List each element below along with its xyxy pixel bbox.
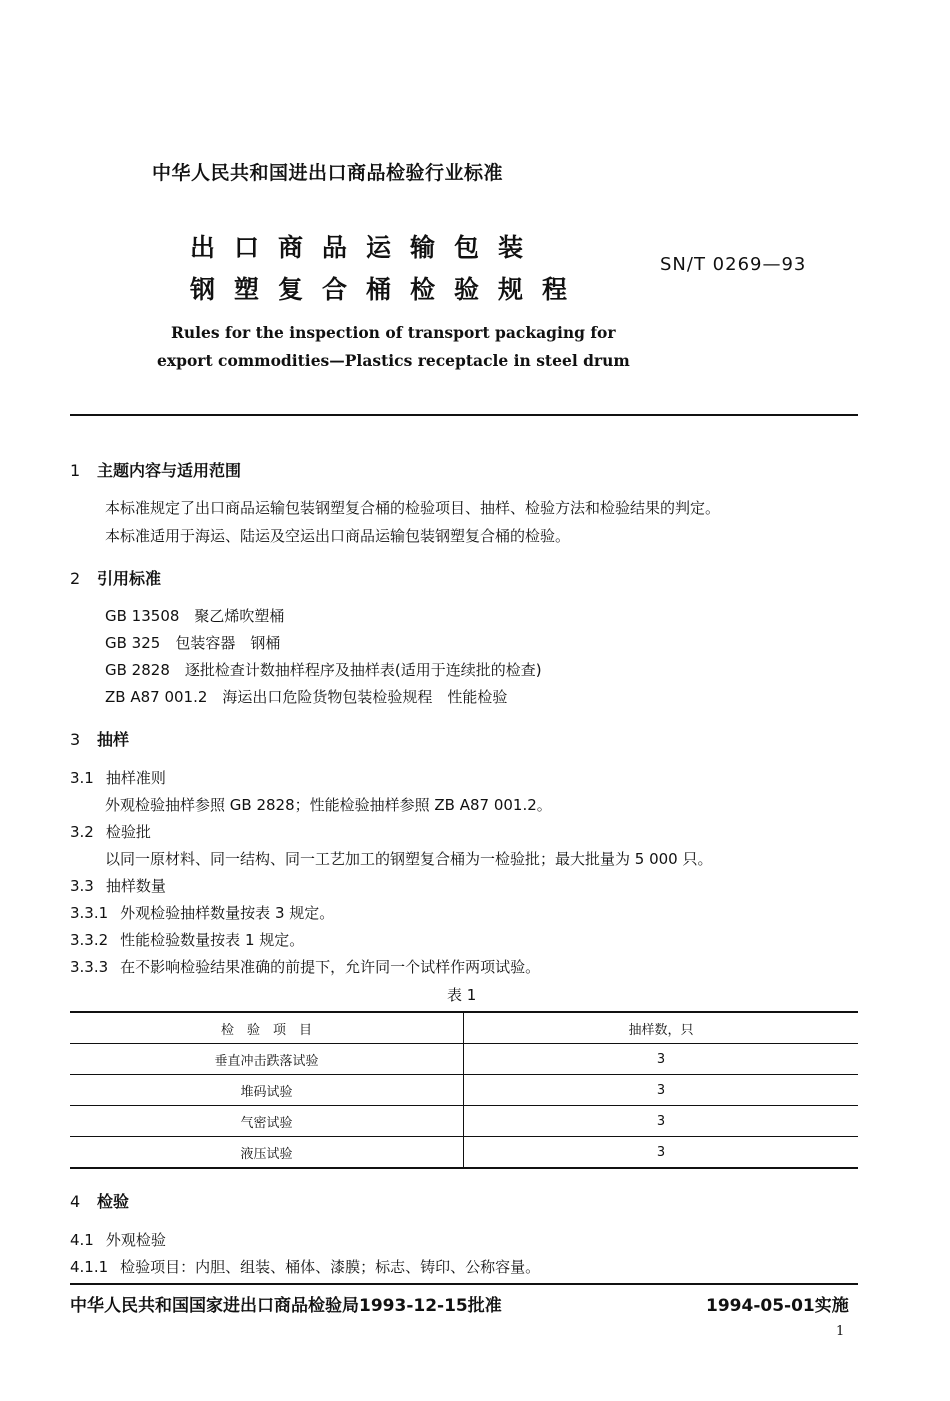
subsection-3-3-3-text: 在不影响检验结果准确的前提下，允许同一个试样作两项试验。 [120,958,541,976]
subsection-3-2-number: 3.2 [70,823,94,841]
subsection-4-1-number: 4.1 [70,1231,94,1249]
reference-item: GB 13508 聚乙烯吹塑桶 [105,607,285,625]
approval-line: 中华人民共和国国家进出口商品检验局1993-12-15批准 [70,1296,502,1316]
implementation-date: 1994-05-01实施 [706,1296,849,1316]
title-en-line2: export commodities—Plastics receptacle in steel drum [157,351,630,370]
title-cn-line2: 钢塑复合桶检验规程 [190,275,587,304]
subsection-3-3-1-text: 外观检验抽样数量按表 3 规定。 [120,904,335,922]
subsection-3-3-3-number: 3.3.3 [70,958,109,976]
subsection-4-1-1-number: 4.1.1 [70,1258,109,1276]
table-cell-count: 3 [464,1075,859,1106]
section-4-title: 检验 [97,1192,130,1211]
section-1-paragraph-1: 本标准规定了出口商品运输包装钢塑复合桶的检验项目、抽样、检验方法和检验结果的判定。 [105,499,721,517]
subsection-4-1-1 [70,1256,540,1277]
section-2-heading [70,566,161,589]
table-cell-item: 垂直冲击跌落试验 [70,1044,464,1075]
subsection-3-3-number: 3.3 [70,877,94,895]
table-header-item: 检 验 项 目 [70,1012,464,1044]
table-header-row [70,1012,858,1044]
table-row [70,1106,858,1137]
table-cell-item: 堆码试验 [70,1075,464,1106]
section-3-heading [70,727,129,750]
section-2-title: 引用标准 [97,569,162,588]
subsection-4-1-title: 外观检验 [105,1231,166,1249]
subsection-3-3-1 [70,902,334,923]
subsection-3-3-title: 抽样数量 [105,877,166,895]
standard-number: SN/T 0269—93 [660,254,807,275]
section-1-heading [70,458,241,481]
section-4-heading [70,1189,129,1212]
section-4-number: 4 [70,1192,81,1211]
title-cn-line1: 出口商品运输包装 [190,233,543,262]
table-cell-count: 3 [656,1144,666,1160]
section-2-number: 2 [70,569,81,588]
table-cell-item: 气密试验 [70,1106,464,1137]
reference-item: GB 325 包装容器 钢桶 [105,634,281,652]
table-1-caption: 表 1 [447,986,477,1004]
subsection-3-1-text: 外观检验抽样参照 GB 2828；性能检验抽样参照 ZB A87 001.2。 [105,796,552,814]
subsection-3-2-heading [70,821,151,842]
section-3-title: 抽样 [97,730,130,749]
subsection-3-1-title: 抽样准则 [105,769,166,787]
subsection-3-1-number: 3.1 [70,769,94,787]
subsection-3-3-3 [70,956,540,977]
table-cell-item: 液压试验 [70,1137,464,1169]
standard-category: 中华人民共和国进出口商品检验行业标准 [152,162,504,184]
table-row [70,1137,858,1169]
subsection-3-2-title: 检验批 [105,823,151,841]
subsection-3-3-2-number: 3.3.2 [70,931,109,949]
subsection-3-2-text: 以同一原材料、同一结构、同一工艺加工的钢塑复合桶为一检验批；最大批量为 5 000 只。 [105,850,713,868]
table-cell-count: 3 [464,1044,859,1075]
reference-item: ZB A87 001.2 海运出口危险货物包装检验规程 性能检验 [105,688,508,706]
table-header-count: 抽样数，只 [464,1012,859,1044]
subsection-3-3-heading [70,875,166,896]
reference-item: GB 2828 逐批检查计数抽样程序及抽样表(适用于连续批的检查) [105,661,542,679]
table-cell-count: 3 [464,1106,859,1137]
section-1-number: 1 [70,461,81,480]
section-1-paragraph-2: 本标准适用于海运、陆运及空运出口商品运输包装钢塑复合桶的检验。 [105,527,571,545]
table-row [70,1044,858,1075]
subsection-4-1-heading [70,1229,166,1250]
footer-divider [70,1283,858,1285]
subsection-3-3-2 [70,929,304,950]
table-1 [70,1011,858,1169]
section-1-title: 主题内容与适用范围 [97,461,242,480]
subsection-3-3-1-number: 3.3.1 [70,904,109,922]
section-3-number: 3 [70,730,81,749]
title-en-line1: Rules for the inspection of transport packaging for [171,323,616,342]
header-divider [70,414,858,416]
page-number: 1 [836,1324,845,1339]
subsection-3-1-heading [70,767,166,788]
subsection-4-1-1-text: 检验项目：内胆、组装、桶体、漆膜；标志、铸印、公称容量。 [120,1258,541,1276]
subsection-3-3-2-text: 性能检验数量按表 1 规定。 [120,931,305,949]
table-row [70,1075,858,1106]
